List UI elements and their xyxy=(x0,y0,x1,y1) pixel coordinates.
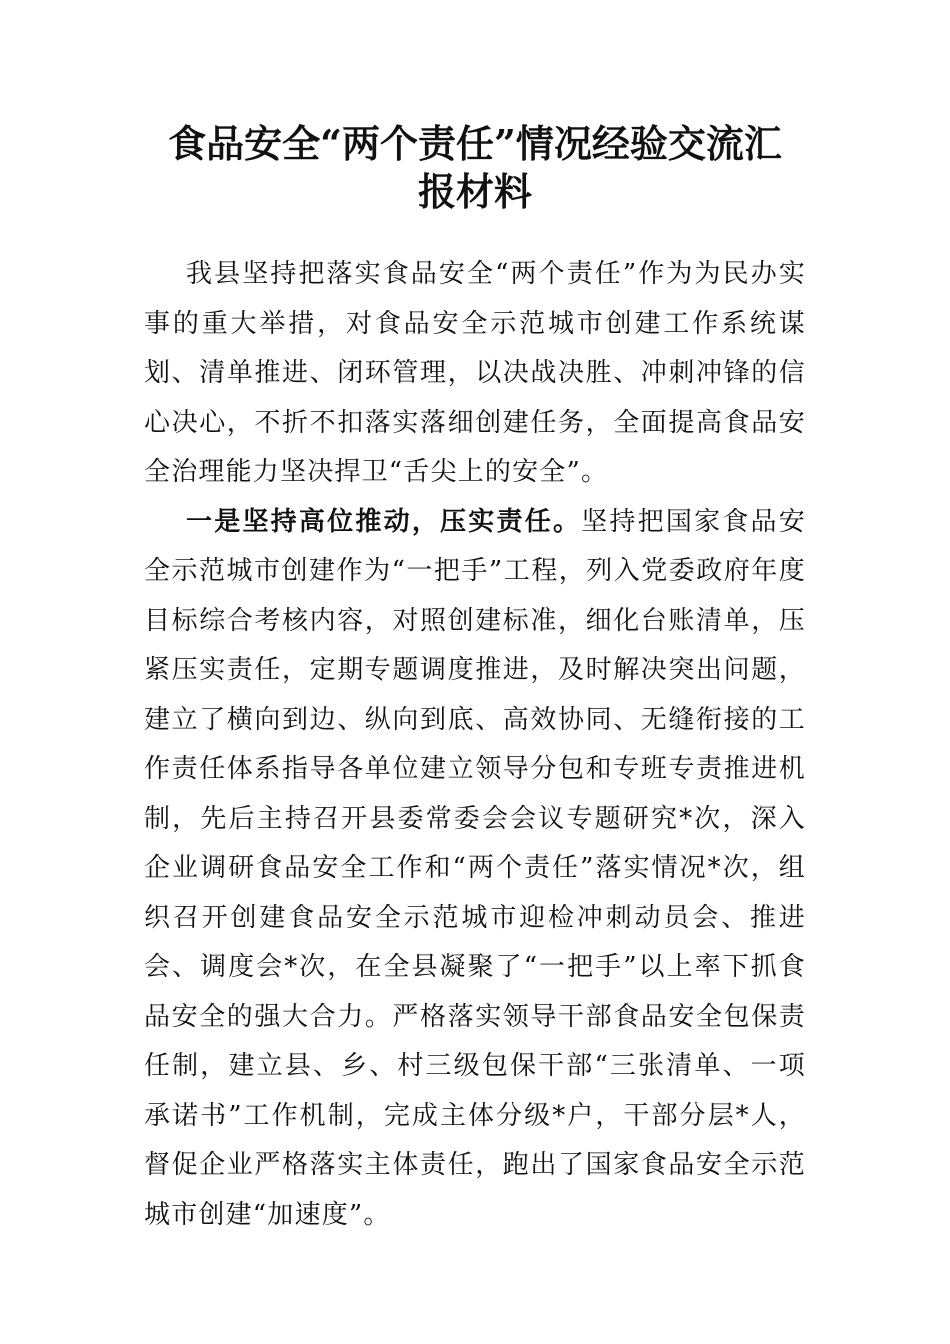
document-title xyxy=(140,120,810,216)
paragraph-intro xyxy=(144,250,806,498)
document-body xyxy=(144,250,806,1240)
paragraph-point-one xyxy=(144,498,806,1241)
paragraph-lead: 一是坚持高位推动，压实责任。 xyxy=(186,506,582,537)
title-line-1: 食品安全“两个责任”情况经验交流汇 xyxy=(168,121,782,166)
paragraph-text: 坚持把国家食品安全示范城市创建作为“一把手”工程，列入党委政府年度目标综合考核内容，对照创建标准，细化台账清单，压紧压实责任，定期专题调度推进，及时解决突出问题，建立了横向到边、纵向到底、高效协同、无缝衔接的工作责任体系指导各单位建立领导分包和专班专责推进机制，先后主持召开县委常委会会议专题研究*次，深入企业调研食品安全工作和“两个责任”落实情况*次，组织召开创建食品安全示范城市迎检冲刺动员会、推进会、调度会*次，在全县凝聚了“一把手”以上率下抓食品安全的强大合力。严格落实领导干部食品安全包保责任制，建立县、乡、村三级包保干部“三张清单、一项承诺书”工作机制，完成主体分级*户，干部分层*人，督促企业严格落实主体责任，跑出了国家食品安全示范城市创建“加速度”。 xyxy=(144,506,806,1230)
title-line-2: 报材料 xyxy=(417,169,532,214)
paragraph-text: 我县坚持把落实食品安全“两个责任”作为为民办实事的重大举措，对食品安全示范城市创建工作系统谋划、清单推进、闭环管理，以决战决胜、冲刺冲锋的信心决心，不折不扣落实落细创建任务，全面提高食品安全治理能力坚决捍卫“舌尖上的安全”。 xyxy=(144,259,806,487)
